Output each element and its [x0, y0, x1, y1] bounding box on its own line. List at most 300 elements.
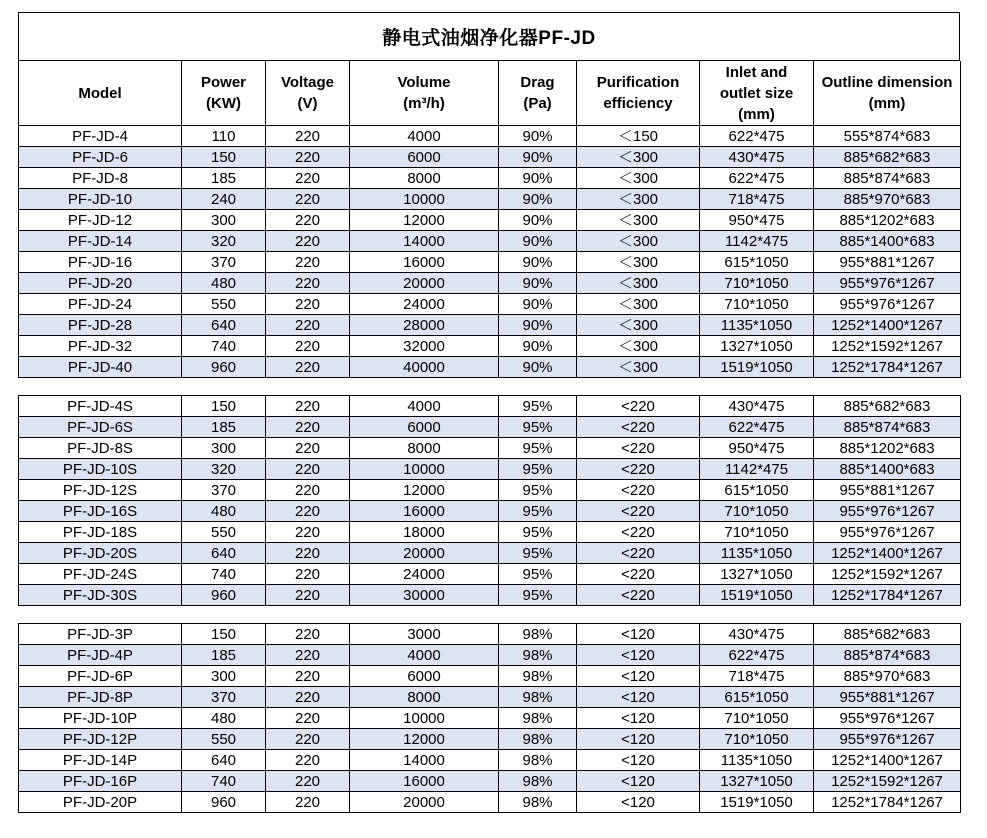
table-row [19, 729, 961, 750]
cell-volume: 16000 [350, 252, 499, 273]
cell-voltage: 220 [266, 294, 350, 315]
cell-power: 320 [182, 231, 266, 252]
cell-efficiency: <220 [577, 564, 700, 585]
cell-drag: 95% [499, 459, 577, 480]
cell-inlet-outlet-size: 1142*475 [700, 231, 814, 252]
cell-power: 240 [182, 189, 266, 210]
cell-model: PF-JD-32 [19, 336, 182, 357]
cell-power: 960 [182, 585, 266, 606]
cell-power: 960 [182, 357, 266, 378]
cell-power: 370 [182, 687, 266, 708]
header-volume [350, 61, 499, 126]
cell-drag: 98% [499, 666, 577, 687]
cell-outline-dimension: 1252*1784*1267 [814, 357, 961, 378]
cell-drag: 95% [499, 501, 577, 522]
cell-power: 740 [182, 564, 266, 585]
cell-power: 480 [182, 708, 266, 729]
table-row [19, 480, 961, 501]
cell-voltage: 220 [266, 585, 350, 606]
cell-power: 370 [182, 252, 266, 273]
cell-outline-dimension: 885*874*683 [814, 645, 961, 666]
cell-drag: 95% [499, 417, 577, 438]
cell-efficiency: <220 [577, 501, 700, 522]
cell-model: PF-JD-10 [19, 189, 182, 210]
cell-outline-dimension: 885*1400*683 [814, 231, 961, 252]
cell-drag: 90% [499, 126, 577, 147]
cell-efficiency: <120 [577, 645, 700, 666]
cell-inlet-outlet-size: 710*1050 [700, 501, 814, 522]
cell-drag: 90% [499, 336, 577, 357]
cell-voltage: 220 [266, 543, 350, 564]
cell-outline-dimension: 885*682*683 [814, 624, 961, 645]
cell-model: PF-JD-20 [19, 273, 182, 294]
table-row [19, 624, 961, 645]
cell-drag: 90% [499, 168, 577, 189]
header-text: outlet size [719, 84, 794, 102]
cell-inlet-outlet-size: 430*475 [700, 396, 814, 417]
cell-efficiency: <220 [577, 417, 700, 438]
cell-volume: 8000 [350, 687, 499, 708]
table-row [19, 585, 961, 606]
cell-power: 740 [182, 336, 266, 357]
group-separator [19, 606, 961, 624]
group-separator [19, 378, 961, 396]
cell-model: PF-JD-4P [19, 645, 182, 666]
cell-volume: 12000 [350, 729, 499, 750]
table-row [19, 417, 961, 438]
cell-power: 960 [182, 792, 266, 813]
cell-voltage: 220 [266, 522, 350, 543]
cell-voltage: 220 [266, 126, 350, 147]
cell-inlet-outlet-size: 1327*1050 [700, 771, 814, 792]
cell-efficiency: <120 [577, 792, 700, 813]
cell-model: PF-JD-6S [19, 417, 182, 438]
cell-outline-dimension: 955*976*1267 [814, 708, 961, 729]
header-inlet-outlet-size [700, 61, 814, 126]
table-row [19, 543, 961, 564]
cell-drag: 90% [499, 273, 577, 294]
cell-voltage: 220 [266, 252, 350, 273]
cell-model: PF-JD-3P [19, 624, 182, 645]
cell-efficiency: ＜300 [577, 273, 700, 294]
cell-volume: 28000 [350, 315, 499, 336]
cell-volume: 4000 [350, 126, 499, 147]
cell-efficiency: <220 [577, 522, 700, 543]
cell-drag: 90% [499, 315, 577, 336]
header-text: Voltage [280, 74, 335, 91]
cell-outline-dimension: 1252*1400*1267 [814, 543, 961, 564]
cell-model: PF-JD-10S [19, 459, 182, 480]
cell-efficiency: <220 [577, 396, 700, 417]
header-text: (Pa) [523, 95, 552, 112]
cell-inlet-outlet-size: 1327*1050 [700, 564, 814, 585]
cell-outline-dimension: 885*874*683 [814, 168, 961, 189]
cell-voltage: 220 [266, 687, 350, 708]
cell-inlet-outlet-size: 1519*1050 [700, 357, 814, 378]
cell-power: 550 [182, 729, 266, 750]
cell-efficiency: ＜300 [577, 168, 700, 189]
cell-inlet-outlet-size: 622*475 [700, 645, 814, 666]
cell-volume: 10000 [350, 189, 499, 210]
cell-volume: 20000 [350, 792, 499, 813]
table-row [19, 438, 961, 459]
cell-outline-dimension: 955*976*1267 [814, 729, 961, 750]
cell-volume: 6000 [350, 147, 499, 168]
cell-efficiency: <120 [577, 708, 700, 729]
cell-model: PF-JD-16P [19, 771, 182, 792]
header-text: Model [78, 84, 122, 102]
cell-efficiency: ＜150 [577, 126, 700, 147]
cell-voltage: 220 [266, 666, 350, 687]
cell-outline-dimension: 955*976*1267 [814, 501, 961, 522]
table-row [19, 645, 961, 666]
cell-outline-dimension: 885*970*683 [814, 189, 961, 210]
table-row [19, 750, 961, 771]
cell-drag: 95% [499, 522, 577, 543]
cell-drag: 95% [499, 543, 577, 564]
header-text: Power [200, 74, 246, 91]
cell-inlet-outlet-size: 950*475 [700, 210, 814, 231]
cell-drag: 95% [499, 585, 577, 606]
table-row [19, 231, 961, 252]
cell-voltage: 220 [266, 396, 350, 417]
cell-power: 640 [182, 543, 266, 564]
cell-model: PF-JD-12P [19, 729, 182, 750]
cell-drag: 98% [499, 771, 577, 792]
header-text: Drag [520, 74, 555, 91]
cell-model: PF-JD-16 [19, 252, 182, 273]
cell-outline-dimension: 885*682*683 [814, 147, 961, 168]
cell-inlet-outlet-size: 718*475 [700, 666, 814, 687]
table-row [19, 522, 961, 543]
cell-voltage: 220 [266, 168, 350, 189]
header-drag [499, 61, 577, 126]
cell-efficiency: ＜300 [577, 252, 700, 273]
header-text: Volume [397, 74, 451, 91]
cell-drag: 98% [499, 645, 577, 666]
cell-outline-dimension: 1252*1400*1267 [814, 315, 961, 336]
cell-drag: 90% [499, 231, 577, 252]
cell-outline-dimension: 955*881*1267 [814, 480, 961, 501]
table-row [19, 273, 961, 294]
cell-efficiency: <220 [577, 543, 700, 564]
cell-power: 550 [182, 294, 266, 315]
cell-drag: 90% [499, 294, 577, 315]
cell-inlet-outlet-size: 622*475 [700, 417, 814, 438]
table-row [19, 252, 961, 273]
header-text: (mm) [868, 95, 906, 112]
cell-inlet-outlet-size: 710*1050 [700, 708, 814, 729]
cell-volume: 12000 [350, 480, 499, 501]
cell-power: 550 [182, 522, 266, 543]
cell-inlet-outlet-size: 622*475 [700, 168, 814, 189]
cell-outline-dimension: 885*874*683 [814, 417, 961, 438]
cell-drag: 95% [499, 438, 577, 459]
cell-model: PF-JD-12S [19, 480, 182, 501]
cell-inlet-outlet-size: 718*475 [700, 189, 814, 210]
cell-voltage: 220 [266, 771, 350, 792]
table-row [19, 771, 961, 792]
cell-outline-dimension: 955*976*1267 [814, 294, 961, 315]
cell-outline-dimension: 1252*1784*1267 [814, 792, 961, 813]
cell-drag: 90% [499, 357, 577, 378]
table-row [19, 708, 961, 729]
cell-efficiency: ＜300 [577, 357, 700, 378]
cell-drag: 95% [499, 396, 577, 417]
cell-model: PF-JD-6P [19, 666, 182, 687]
cell-efficiency: ＜300 [577, 189, 700, 210]
cell-drag: 98% [499, 729, 577, 750]
cell-inlet-outlet-size: 1135*1050 [700, 750, 814, 771]
cell-model: PF-JD-8 [19, 168, 182, 189]
cell-outline-dimension: 1252*1592*1267 [814, 336, 961, 357]
cell-voltage: 220 [266, 357, 350, 378]
cell-outline-dimension: 955*976*1267 [814, 522, 961, 543]
cell-outline-dimension: 1252*1592*1267 [814, 771, 961, 792]
cell-inlet-outlet-size: 1519*1050 [700, 585, 814, 606]
cell-efficiency: ＜300 [577, 147, 700, 168]
cell-power: 740 [182, 771, 266, 792]
cell-power: 320 [182, 459, 266, 480]
cell-model: PF-JD-16S [19, 501, 182, 522]
cell-voltage: 220 [266, 438, 350, 459]
header-text: Outline dimension [821, 74, 953, 91]
table-row [19, 357, 961, 378]
cell-inlet-outlet-size: 950*475 [700, 438, 814, 459]
spec-table [18, 61, 961, 813]
cell-power: 150 [182, 147, 266, 168]
cell-model: PF-JD-20S [19, 543, 182, 564]
cell-outline-dimension: 955*976*1267 [814, 273, 961, 294]
cell-outline-dimension: 1252*1592*1267 [814, 564, 961, 585]
cell-volume: 4000 [350, 396, 499, 417]
cell-voltage: 220 [266, 231, 350, 252]
cell-model: PF-JD-40 [19, 357, 182, 378]
cell-power: 640 [182, 315, 266, 336]
cell-drag: 95% [499, 480, 577, 501]
cell-power: 150 [182, 624, 266, 645]
cell-model: PF-JD-24 [19, 294, 182, 315]
cell-inlet-outlet-size: 615*1050 [700, 687, 814, 708]
table-row [19, 792, 961, 813]
cell-efficiency: <220 [577, 585, 700, 606]
cell-efficiency: ＜300 [577, 294, 700, 315]
cell-volume: 30000 [350, 585, 499, 606]
cell-voltage: 220 [266, 750, 350, 771]
cell-model: PF-JD-24S [19, 564, 182, 585]
cell-outline-dimension: 885*970*683 [814, 666, 961, 687]
cell-outline-dimension: 885*1400*683 [814, 459, 961, 480]
cell-model: PF-JD-8P [19, 687, 182, 708]
header-voltage [266, 61, 350, 126]
cell-efficiency: <120 [577, 729, 700, 750]
cell-power: 185 [182, 417, 266, 438]
cell-power: 480 [182, 501, 266, 522]
cell-inlet-outlet-size: 1519*1050 [700, 792, 814, 813]
cell-drag: 98% [499, 624, 577, 645]
header-text: Purification [596, 74, 680, 91]
cell-efficiency: ＜300 [577, 336, 700, 357]
cell-model: PF-JD-12 [19, 210, 182, 231]
cell-efficiency: ＜300 [577, 315, 700, 336]
cell-outline-dimension: 955*881*1267 [814, 687, 961, 708]
cell-power: 640 [182, 750, 266, 771]
cell-voltage: 220 [266, 729, 350, 750]
cell-inlet-outlet-size: 622*475 [700, 126, 814, 147]
cell-inlet-outlet-size: 1142*475 [700, 459, 814, 480]
cell-voltage: 220 [266, 792, 350, 813]
cell-volume: 40000 [350, 357, 499, 378]
cell-inlet-outlet-size: 710*1050 [700, 294, 814, 315]
header-text: (V) [297, 95, 318, 112]
cell-model: PF-JD-18S [19, 522, 182, 543]
table-row [19, 336, 961, 357]
cell-volume: 10000 [350, 708, 499, 729]
cell-volume: 6000 [350, 666, 499, 687]
cell-inlet-outlet-size: 710*1050 [700, 522, 814, 543]
cell-voltage: 220 [266, 336, 350, 357]
cell-voltage: 220 [266, 417, 350, 438]
header-model [19, 61, 182, 126]
cell-model: PF-JD-6 [19, 147, 182, 168]
cell-volume: 3000 [350, 624, 499, 645]
cell-model: PF-JD-4S [19, 396, 182, 417]
cell-volume: 20000 [350, 543, 499, 564]
cell-outline-dimension: 555*874*683 [814, 126, 961, 147]
header-text: (KW) [206, 95, 241, 112]
cell-drag: 98% [499, 687, 577, 708]
cell-volume: 24000 [350, 294, 499, 315]
cell-voltage: 220 [266, 645, 350, 666]
header-efficiency [577, 61, 700, 126]
cell-voltage: 220 [266, 708, 350, 729]
cell-drag: 90% [499, 189, 577, 210]
cell-efficiency: <120 [577, 624, 700, 645]
cell-voltage: 220 [266, 480, 350, 501]
header-text: Inlet and [725, 63, 788, 81]
table-row [19, 210, 961, 231]
cell-inlet-outlet-size: 710*1050 [700, 273, 814, 294]
cell-outline-dimension: 1252*1400*1267 [814, 750, 961, 771]
table-row [19, 501, 961, 522]
table-row [19, 168, 961, 189]
cell-volume: 20000 [350, 273, 499, 294]
header-power [182, 61, 266, 126]
cell-volume: 24000 [350, 564, 499, 585]
cell-model: PF-JD-30S [19, 585, 182, 606]
cell-voltage: 220 [266, 147, 350, 168]
cell-model: PF-JD-4 [19, 126, 182, 147]
table-row [19, 459, 961, 480]
cell-voltage: 220 [266, 459, 350, 480]
cell-volume: 10000 [350, 459, 499, 480]
cell-power: 300 [182, 210, 266, 231]
header-text: (m³/h) [403, 95, 445, 112]
cell-drag: 98% [499, 750, 577, 771]
table-row [19, 294, 961, 315]
table-body [19, 126, 961, 813]
cell-voltage: 220 [266, 315, 350, 336]
table-row [19, 126, 961, 147]
cell-volume: 14000 [350, 750, 499, 771]
cell-voltage: 220 [266, 564, 350, 585]
cell-outline-dimension: 885*1202*683 [814, 438, 961, 459]
cell-power: 185 [182, 168, 266, 189]
cell-inlet-outlet-size: 1135*1050 [700, 315, 814, 336]
cell-power: 185 [182, 645, 266, 666]
cell-inlet-outlet-size: 615*1050 [700, 480, 814, 501]
table-row [19, 396, 961, 417]
header-row [19, 61, 961, 126]
cell-efficiency: <220 [577, 438, 700, 459]
cell-efficiency: <220 [577, 480, 700, 501]
cell-voltage: 220 [266, 189, 350, 210]
cell-inlet-outlet-size: 1135*1050 [700, 543, 814, 564]
table-row [19, 147, 961, 168]
cell-volume: 16000 [350, 771, 499, 792]
cell-efficiency: <120 [577, 750, 700, 771]
cell-voltage: 220 [266, 210, 350, 231]
cell-power: 300 [182, 666, 266, 687]
cell-voltage: 220 [266, 501, 350, 522]
cell-model: PF-JD-8S [19, 438, 182, 459]
cell-volume: 16000 [350, 501, 499, 522]
table-row [19, 666, 961, 687]
cell-inlet-outlet-size: 1327*1050 [700, 336, 814, 357]
cell-inlet-outlet-size: 430*475 [700, 147, 814, 168]
cell-model: PF-JD-20P [19, 792, 182, 813]
cell-inlet-outlet-size: 710*1050 [700, 729, 814, 750]
cell-efficiency: ＜300 [577, 231, 700, 252]
cell-outline-dimension: 955*881*1267 [814, 252, 961, 273]
cell-volume: 4000 [350, 645, 499, 666]
cell-volume: 8000 [350, 168, 499, 189]
cell-drag: 95% [499, 564, 577, 585]
cell-volume: 12000 [350, 210, 499, 231]
cell-power: 300 [182, 438, 266, 459]
table-row [19, 564, 961, 585]
cell-drag: 98% [499, 792, 577, 813]
cell-volume: 18000 [350, 522, 499, 543]
cell-power: 370 [182, 480, 266, 501]
spec-sheet [18, 12, 960, 813]
cell-outline-dimension: 1252*1784*1267 [814, 585, 961, 606]
table-row [19, 315, 961, 336]
cell-efficiency: <120 [577, 666, 700, 687]
cell-model: PF-JD-14P [19, 750, 182, 771]
cell-model: PF-JD-10P [19, 708, 182, 729]
cell-volume: 6000 [350, 417, 499, 438]
cell-outline-dimension: 885*682*683 [814, 396, 961, 417]
cell-model: PF-JD-14 [19, 231, 182, 252]
cell-power: 150 [182, 396, 266, 417]
cell-efficiency: ＜300 [577, 210, 700, 231]
cell-voltage: 220 [266, 273, 350, 294]
cell-inlet-outlet-size: 615*1050 [700, 252, 814, 273]
cell-drag: 98% [499, 708, 577, 729]
cell-drag: 90% [499, 252, 577, 273]
cell-model: PF-JD-28 [19, 315, 182, 336]
cell-volume: 8000 [350, 438, 499, 459]
header-outline-dimension [814, 61, 961, 126]
cell-power: 110 [182, 126, 266, 147]
cell-volume: 32000 [350, 336, 499, 357]
cell-efficiency: <220 [577, 459, 700, 480]
cell-inlet-outlet-size: 430*475 [700, 624, 814, 645]
cell-efficiency: <120 [577, 687, 700, 708]
cell-drag: 90% [499, 210, 577, 231]
table-row [19, 189, 961, 210]
